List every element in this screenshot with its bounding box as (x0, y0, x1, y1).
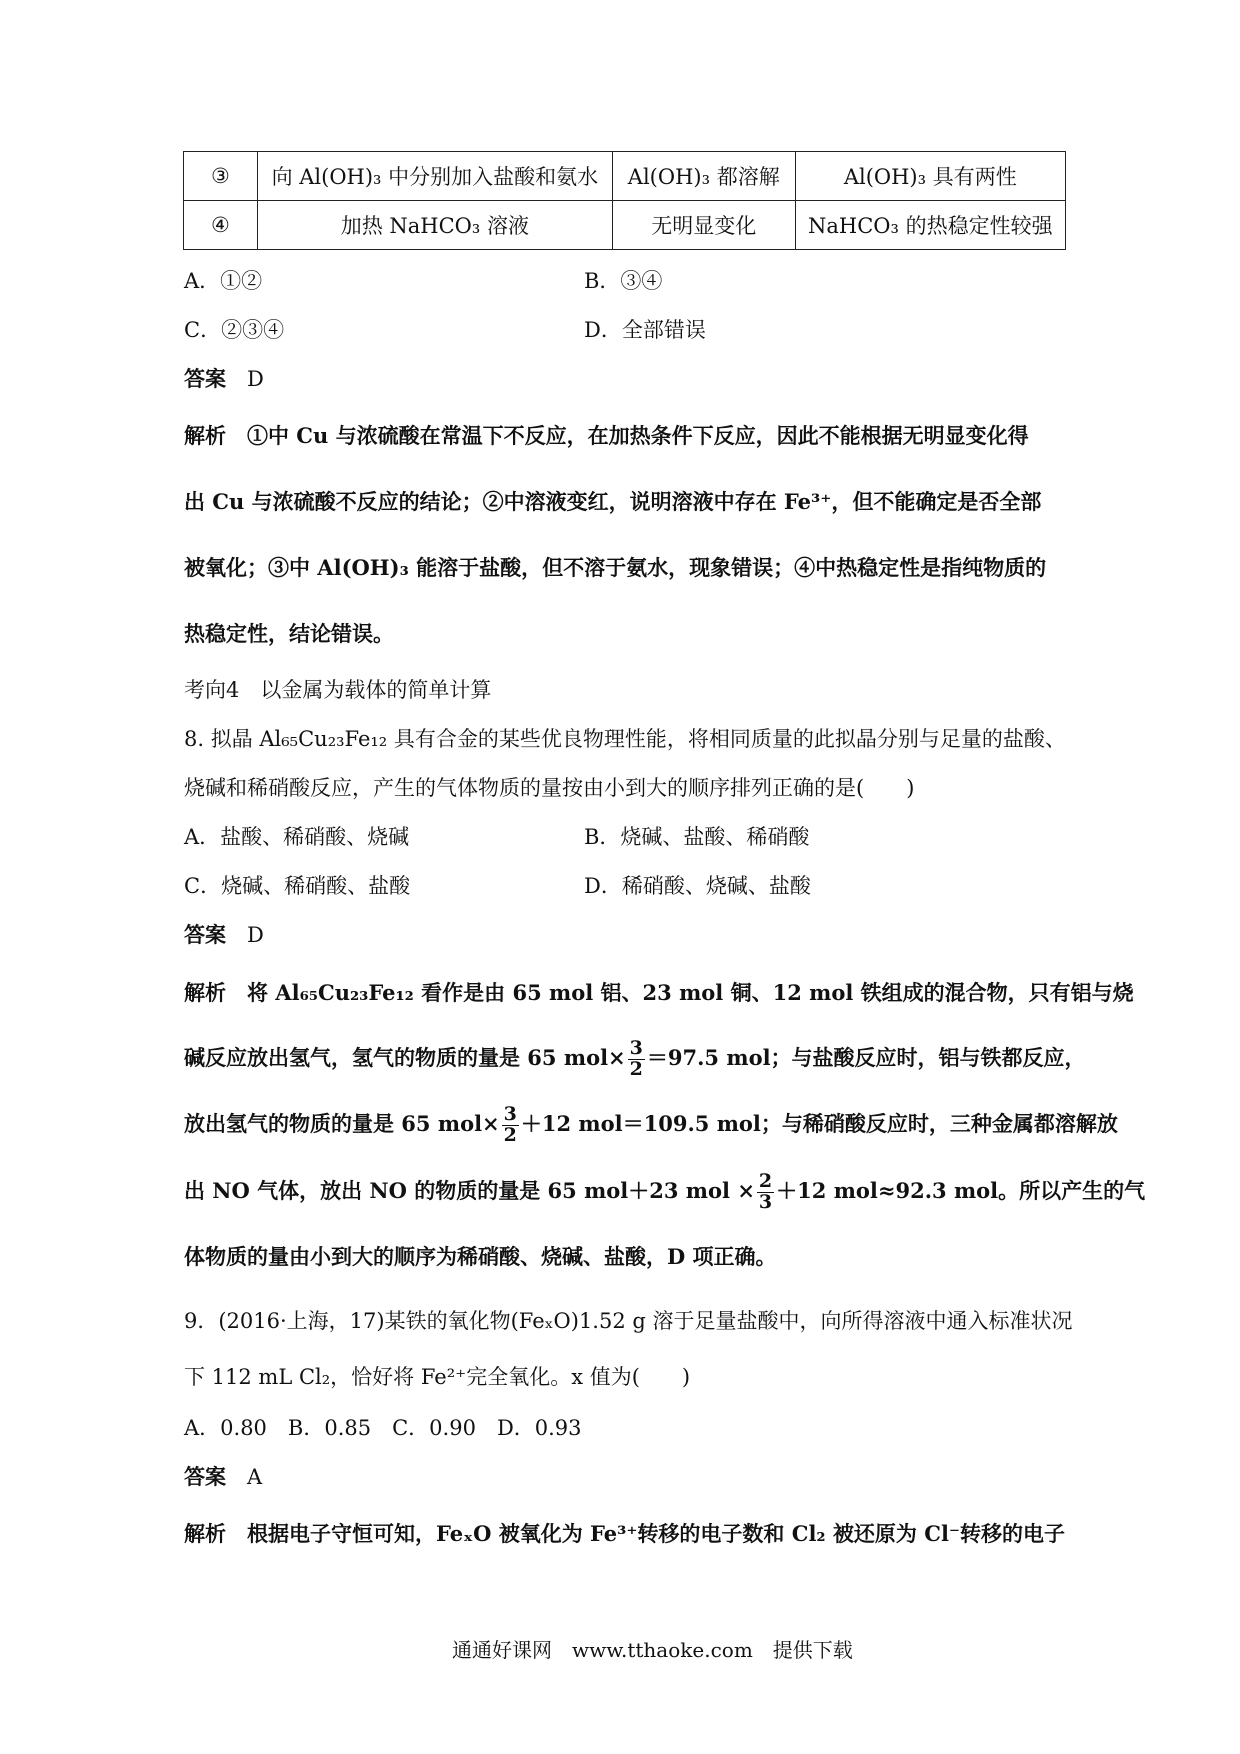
analysis-line (184, 1096, 1118, 1152)
answer-label: 答案 (184, 922, 226, 947)
analysis-text: ①中 Cu 与浓硫酸在常温下不反应，在加热条件下反应，因此不能根据无明显变化得 (247, 423, 1029, 448)
answer-value: D (247, 923, 264, 947)
analysis-text: 碱反应放出氢气，氢气的物质的量是 65 mol× (184, 1045, 626, 1070)
answer-line (184, 363, 264, 393)
analysis-text: ＋12 mol≈92.3 mol。所以产生的气 (776, 1178, 1146, 1203)
answer-line (184, 919, 264, 949)
analysis-label: 解析 (184, 423, 226, 448)
option-d: D．稀硝酸、烧碱、盐酸 (584, 874, 811, 898)
answer-value: D (247, 367, 264, 391)
answer-line (184, 1461, 262, 1491)
analysis-text: ＋12 mol＝109.5 mol；与稀硝酸反应时，三种金属都溶解放 (520, 1111, 1118, 1136)
analysis-text: 出 Cu 与浓硫酸不反应的结论；②中溶液变红，说明溶液中存在 Fe³⁺，但不能确定是否全部 (184, 489, 1042, 514)
analysis-text: 体物质的量由小到大的顺序为稀硝酸、烧碱、盐酸，D 项正确。 (184, 1244, 777, 1269)
fraction-numerator: 3 (629, 1037, 643, 1060)
option-b: B．烧碱、盐酸、稀硝酸 (584, 825, 810, 849)
fraction-denominator: 2 (629, 1058, 643, 1080)
option-b: B．③④ (584, 269, 663, 293)
phenomenon-cell: Al(OH)₃ 都溶解 (612, 152, 795, 201)
operation-cell: 加热 NaHCO₃ 溶液 (257, 201, 612, 250)
fraction (628, 1039, 645, 1080)
option-a: A．盐酸、稀硝酸、烧碱 (184, 825, 410, 849)
analysis-text: 放出氢气的物质的量是 65 mol× (184, 1111, 500, 1136)
analysis-line (184, 1518, 1065, 1548)
analysis-line (184, 420, 1029, 450)
question-stem: 烧碱和稀硝酸反应，产生的气体物质的量按由小到大的顺序排列正确的是( ) (184, 776, 915, 800)
phenomenon-cell: 无明显变化 (612, 201, 795, 250)
analysis-text: 热稳定性，结论错误。 (184, 621, 394, 646)
analysis-label: 解析 (184, 980, 226, 1005)
fraction-denominator: 2 (503, 1124, 517, 1146)
analysis-label: 解析 (184, 1521, 226, 1546)
analysis-line (184, 1163, 1145, 1219)
row-number: ④ (184, 201, 258, 250)
conclusion-cell: NaHCO₃ 的热稳定性较强 (795, 201, 1065, 250)
analysis-line (184, 1030, 1086, 1086)
options-line: A．0.80 B．0.85 C．0.90 D．0.93 (184, 1416, 582, 1440)
analysis-text: 将 Al₆₅Cu₂₃Fe₁₂ 看作是由 65 mol 铝、23 mol 铜、12 mol 铁组成的混合物，只有铝与烧 (247, 980, 1134, 1005)
analysis-text: 出 NO 气体，放出 NO 的物质的量是 65 mol＋23 mol × (184, 1178, 755, 1203)
question-stem: 下 112 mL Cl₂，恰好将 Fe²⁺完全氧化。x 值为( ) (184, 1365, 691, 1389)
answer-label: 答案 (184, 1464, 226, 1489)
analysis-line (184, 977, 1134, 1007)
fraction-numerator: 2 (758, 1170, 773, 1193)
analysis-text: 根据电子守恒可知，FeₓO 被氧化为 Fe³⁺转移的电子数和 Cl₂ 被还原为 Cl⁻转移的电子 (247, 1521, 1066, 1546)
answer-label: 答案 (184, 366, 226, 391)
question-stem: 9．(2016·上海，17)某铁的氧化物(FeₓO)1.52 g 溶于足量盐酸中，向所得溶液中通入标准状况 (184, 1309, 1073, 1333)
table-row (184, 152, 1066, 201)
fraction (502, 1105, 519, 1146)
fraction-numerator: 3 (503, 1103, 517, 1126)
fraction (757, 1172, 774, 1213)
table-row (184, 201, 1066, 250)
experiment-table (183, 151, 1066, 250)
option-c: C．烧碱、稀硝酸、盐酸 (184, 874, 411, 898)
question-stem: 8. 拟晶 Al₆₅Cu₂₃Fe₁₂ 具有合金的某些优良物理性能，将相同质量的此拟晶分别与足量的盐酸、 (184, 727, 1066, 751)
page-footer: 通通好课网 www.tthaoke.com 提供下载 (452, 1638, 853, 1662)
row-number: ③ (184, 152, 258, 201)
option-a: A．①② (184, 269, 263, 293)
fraction-denominator: 3 (758, 1191, 773, 1213)
option-c: C．②③④ (184, 318, 285, 342)
analysis-text: ＝97.5 mol；与盐酸反应时，铝与铁都反应， (646, 1045, 1086, 1070)
analysis-text: 被氧化；③中 Al(OH)₃ 能溶于盐酸，但不溶于氨水，现象错误；④中热稳定性是指纯物质的 (184, 555, 1047, 580)
conclusion-cell: Al(OH)₃ 具有两性 (795, 152, 1065, 201)
option-d: D．全部错误 (584, 318, 706, 342)
section-heading: 考向4 以金属为载体的简单计算 (184, 678, 492, 702)
answer-value: A (247, 1465, 263, 1489)
operation-cell: 向 Al(OH)₃ 中分别加入盐酸和氨水 (257, 152, 612, 201)
